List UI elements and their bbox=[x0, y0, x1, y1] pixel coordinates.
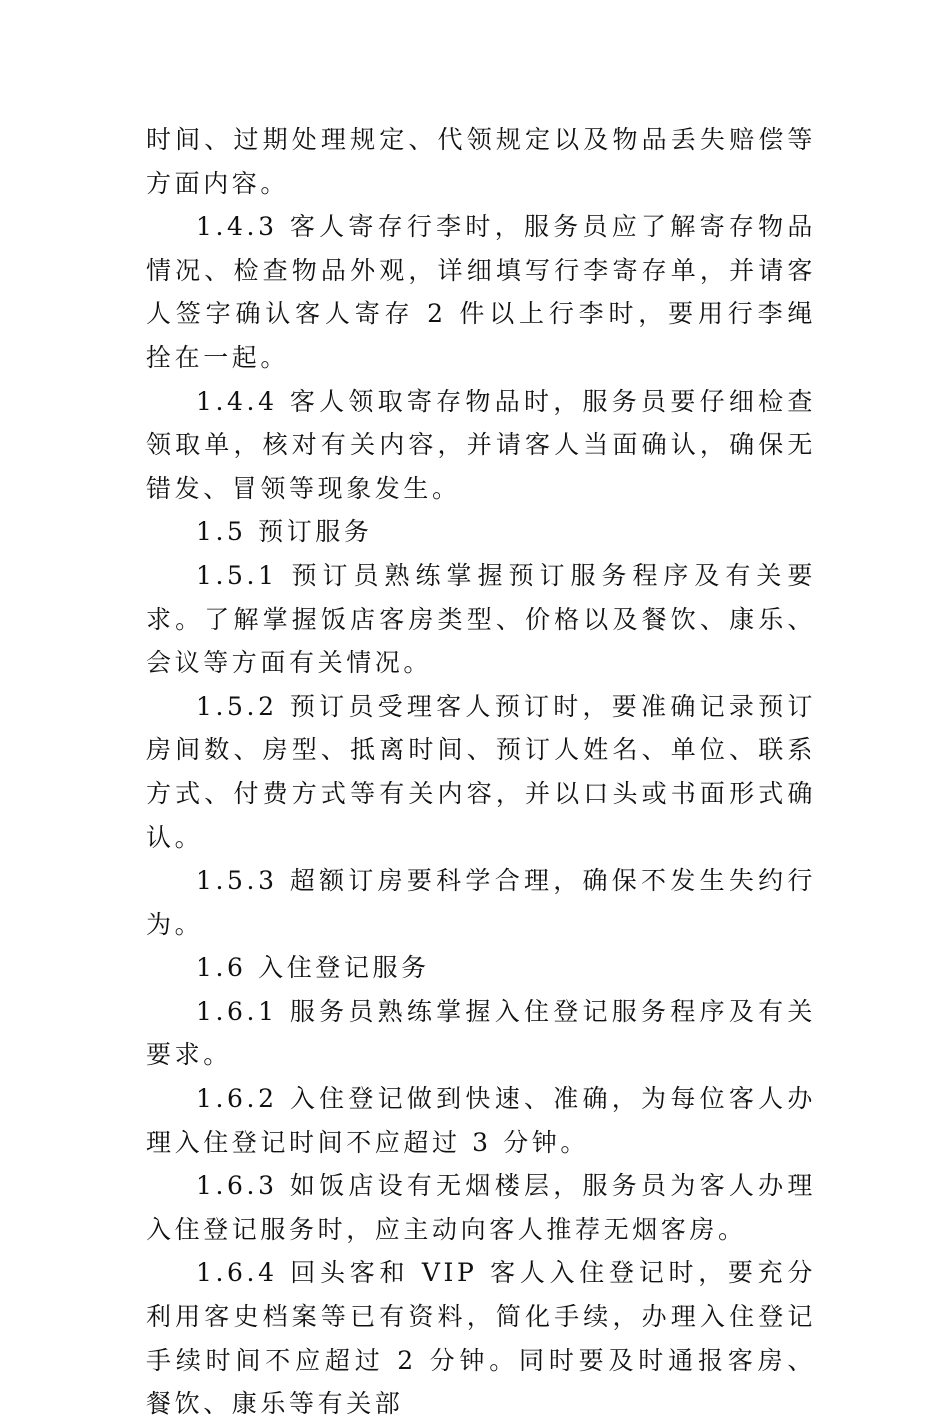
paragraph-1-6-1: 1.6.1 服务员熟练掌握入住登记服务程序及有关要求。 bbox=[146, 996, 816, 1070]
paragraph-1-4-3: 1.4.3 客人寄存行李时，服务员应了解寄存物品情况、检查物品外观，详细填写行李寄存单，并请客人签字确认客人寄存 2 件以上行李时，要用行李绳拴在一起。 bbox=[146, 212, 816, 372]
document-body bbox=[146, 118, 816, 1426]
paragraph-1-6-3: 1.6.3 如饭店设有无烟楼层，服务员为客人办理入住登记服务时，应主动向客人推荐无烟客房。 bbox=[146, 1171, 816, 1244]
paragraph-continuation: 时间、过期处理规定、代领规定以及物品丢失赔偿等方面内容。 bbox=[146, 125, 816, 198]
section-heading-1-5: 1.5 预订服务 bbox=[196, 517, 373, 547]
paragraph-1-5-3: 1.5.3 超额订房要科学合理，确保不发生失约行为。 bbox=[146, 866, 816, 939]
paragraph-1-6-4: 1.6.4 回头客和 VIP 客人入住登记时，要充分利用客史档案等已有资料，简化手续，办理入住登记手续时间不应超过 2 分钟。同时要及时通报客房、餐饮、康乐等有关部 bbox=[146, 1258, 816, 1419]
section-heading-1-6: 1.6 入住登记服务 bbox=[196, 953, 430, 983]
paragraph-1-5-2: 1.5.2 预订员受理客人预订时，要准确记录预订房间数、房型、抵离时间、预订人姓名、单位、联系方式、付费方式等有关内容，并以口头或书面形式确认。 bbox=[146, 691, 816, 852]
paragraph-1-5-1: 1.5.1 预订员熟练掌握预订服务程序及有关要求。了解掌握饭店客房类型、价格以及餐饮、康乐、会议等方面有关情况。 bbox=[146, 560, 816, 678]
paragraph-1-6-2: 1.6.2 入住登记做到快速、准确，为每位客人办理入住登记时间不应超过 3 分钟。 bbox=[146, 1084, 816, 1157]
paragraph-1-4-4: 1.4.4 客人领取寄存物品时，服务员要仔细检查领取单，核对有关内容，并请客人当面确认，确保无错发、冒领等现象发生。 bbox=[146, 386, 816, 503]
